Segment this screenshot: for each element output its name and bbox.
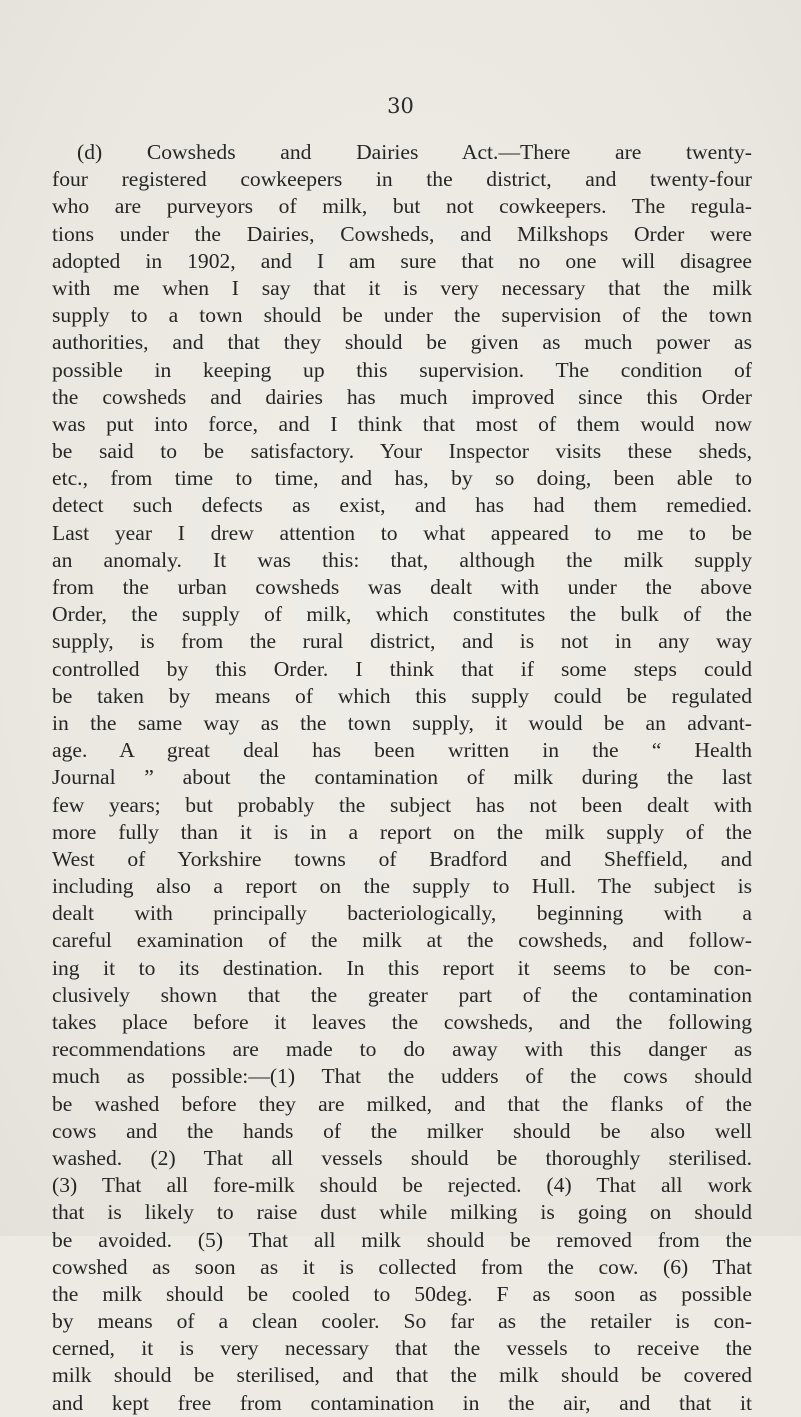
text-line: and kept free from contamination in the air, and that it xyxy=(52,1390,752,1415)
text-line: an anomaly. It was this: that, although the milk supply xyxy=(52,547,752,572)
text-line: be said to be satisfactory. Your Inspector visits these sheds, xyxy=(52,439,752,464)
text-line: much as possible:—(1) That the udders of the cows should xyxy=(52,1064,752,1089)
page-number: 30 xyxy=(387,94,414,118)
text-line: dealt with principally bacteriologically, beginning with a xyxy=(52,901,752,926)
text-line: be taken by means of which this supply could be regulated xyxy=(52,683,752,708)
text-line: including also a report on the supply to Hull. The subject is xyxy=(52,874,752,899)
text-line: cowshed as soon as it is collected from the cow. (6) That xyxy=(52,1254,752,1279)
text-line: careful examination of the milk at the cowsheds, and follow- xyxy=(52,928,752,953)
text-line: Last year I drew attention to what appeared to me to be xyxy=(52,520,752,545)
text-line: was put into force, and I think that most of them would now xyxy=(52,411,752,436)
text-line: in the same way as the town supply, it would be an advant- xyxy=(52,710,752,735)
text-line: the milk should be cooled to 50deg. F as soon as possible xyxy=(52,1281,752,1306)
text-line: be washed before they are milked, and that the flanks of the xyxy=(52,1091,752,1116)
text-line: milk should be sterilised, and that the milk should be covered xyxy=(52,1363,752,1388)
text-line: takes place before it leaves the cowsheds, and the following xyxy=(52,1010,752,1034)
text-line: recommendations are made to do away with this danger as xyxy=(52,1037,752,1062)
text-line: Journal ” about the contamination of milk during the last xyxy=(52,765,752,790)
text-line: (d) Cowsheds and Dairies Act.—There are twenty- xyxy=(77,140,752,164)
text-line: supply, is from the rural district, and is not in any way xyxy=(52,629,752,654)
text-line: with me when I say that it is very necessary that the milk xyxy=(52,275,752,300)
text-line: by means of a clean cooler. So far as the retailer is con- xyxy=(52,1309,752,1334)
text-line: detect such defects as exist, and has had them remedied. xyxy=(52,493,752,518)
text-line: controlled by this Order. I think that if some steps could xyxy=(52,656,752,681)
text-line: age. A great deal has been written in the “ Health xyxy=(52,738,752,763)
text-line: adopted in 1902, and I am sure that no one will disagree xyxy=(52,248,752,273)
text-line: few years; but probably the subject has not been dealt with xyxy=(52,792,752,817)
text-line: four registered cowkeepers in the district, and twenty-four xyxy=(52,167,752,192)
text-line: supply to a town should be under the supervision of the town xyxy=(52,303,752,328)
body-paragraph xyxy=(52,139,752,1417)
text-line: ing it to its destination. In this report it seems to be con- xyxy=(52,955,752,980)
text-line: from the urban cowsheds was dealt with under the above xyxy=(52,575,752,599)
text-line: cows and the hands of the milker should be also well xyxy=(52,1118,752,1143)
text-line: West of Yorkshire towns of Bradford and Sheffield, and xyxy=(52,846,752,871)
text-line: cerned, it is very necessary that the vessels to receive the xyxy=(52,1336,752,1361)
text-line: be avoided. (5) That all milk should be removed from the xyxy=(52,1227,752,1252)
text-line: etc., from time to time, and has, by so doing, been able to xyxy=(52,466,752,491)
text-line: authorities, and that they should be given as much power as xyxy=(52,330,752,355)
text-line: clusively shown that the greater part of the contamination xyxy=(52,982,752,1007)
text-line: more fully than it is in a report on the milk supply of the xyxy=(52,819,752,844)
text-line: (3) That all fore-milk should be rejected. (4) That all work xyxy=(52,1173,752,1198)
text-line: the cowsheds and dairies has much improved since this Order xyxy=(52,384,752,409)
text-line: possible in keeping up this supervision. The condition of xyxy=(52,357,752,382)
text-line: Order, the supply of milk, which constitutes the bulk of the xyxy=(52,602,752,627)
text-line: washed. (2) That all vessels should be thoroughly sterilised. xyxy=(52,1145,752,1170)
text-line: that is likely to raise dust while milking is going on should xyxy=(52,1200,752,1225)
text-line: who are purveyors of milk, but not cowkeepers. The regula- xyxy=(52,194,752,219)
text-line: tions under the Dairies, Cowsheds, and Milkshops Order were xyxy=(52,221,752,246)
